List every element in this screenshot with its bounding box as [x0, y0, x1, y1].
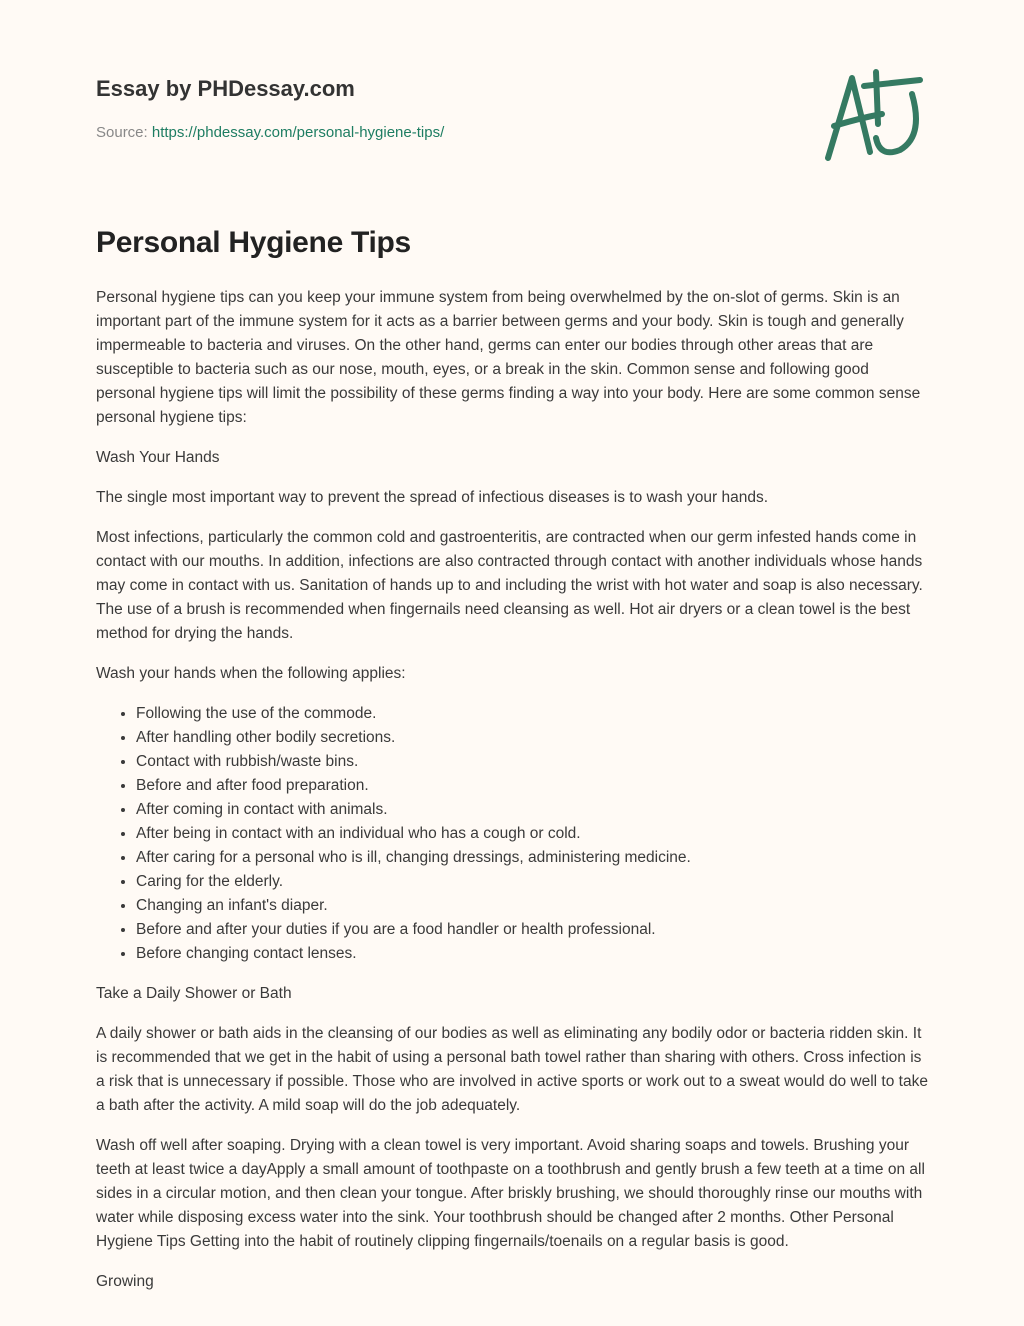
brand-title: Essay by PHDessay.com	[96, 76, 355, 101]
list-item: • After caring for a personal who is ill, changing dressings, administering medicine.	[136, 846, 930, 870]
source-line	[96, 124, 444, 141]
paragraph: Wash your hands when the following applies:	[96, 665, 406, 682]
paragraph-intro: Personal hygiene tips can you keep your immune system from being overwhelmed by the on-slot of germs. Skin is an important part of the immune system for it acts as a barrier between germs and your body. Skin is tough and generally impermeable to bacteria and viruses. On the other hand, germs can enter our bodies through other areas that are susceptible to bacteria such as our nose, mouth, eyes, or a break in the skin. Common sense and following good personal hygiene tips will limit the possibility of these germs finding a way into your body. Here are some common sense personal hygiene tips:	[96, 289, 921, 426]
paragraph: The single most important way to prevent the spread of infectious diseases is to wash your hands.	[96, 489, 769, 506]
article-title: Personal Hygiene Tips	[96, 226, 411, 259]
list-item: • Before changing contact lenses.	[136, 942, 930, 966]
essay-header	[96, 76, 444, 141]
list-item: • Before and after food preparation.	[136, 774, 930, 798]
list-item: • After coming in contact with animals.	[136, 798, 930, 822]
list-item: • Following the use of the commode.	[136, 702, 930, 726]
list-item: • After being in contact with an individual who has a cough or cold.	[136, 822, 930, 846]
list-item: • Before and after your duties if you are a food handler or health professional.	[136, 918, 930, 942]
list-item: • After handling other bodily secretions.	[136, 726, 930, 750]
paragraph: Wash off well after soaping. Drying with a clean towel is very important. Avoid sharing soaps and towels. Brushing your teeth at least twice a dayApply a small amount of toothpaste on a toothbrush and gently brush a few teeth at a time on all sides in a circular motion, and then clean your tongue. After briskly brushing, we should thoroughly rinse our mouths with water while disposing excess water into the sink. Your toothbrush should be changed after 2 months. Other Personal Hygiene Tips Getting into the habit of routinely clipping fingernails/toenails on a regular basis is good.	[96, 1137, 925, 1250]
list-item: • Caring for the elderly.	[136, 870, 930, 894]
paragraph: Most infections, particularly the common cold and gastroenteritis, are contracted when our germ infested hands come in contact with our mouths. In addition, infections are also contracted through contact with another individuals whose hands may come in contact with us. Sanitation of hands up to and including the wrist with hot water and soap is also necessary. The use of a brush is recommended when fingernails need cleansing as well. Hot air dryers or a clean towel is the best method for drying the hands.	[96, 529, 923, 642]
hand-washing-list	[96, 702, 930, 966]
subheading-shower: Take a Daily Shower or Bath	[96, 985, 292, 1002]
article	[96, 226, 930, 1310]
subheading-wash-hands: Wash Your Hands	[96, 449, 220, 466]
paragraph: Growing	[96, 1273, 154, 1290]
paragraph: A daily shower or bath aids in the cleansing of our bodies as well as eliminating any bodily odor or bacteria ridden skin. It is recommended that we get in the habit of using a personal bath towel rather than sharing with others. Cross infection is a risk that is unnecessary if possible. Those who are involved in active sports or work out to a sweat would do well to take a bath after the activity. A mild soap will do the job adequately.	[96, 1025, 928, 1114]
list-item: • Changing an infant's diaper.	[136, 894, 930, 918]
source-link[interactable]: https://phdessay.com/personal-hygiene-tips/	[151, 124, 445, 141]
source-label: Source:	[96, 124, 148, 141]
list-item: • Contact with rubbish/waste bins.	[136, 750, 930, 774]
a-plus-logo-icon	[820, 66, 930, 166]
